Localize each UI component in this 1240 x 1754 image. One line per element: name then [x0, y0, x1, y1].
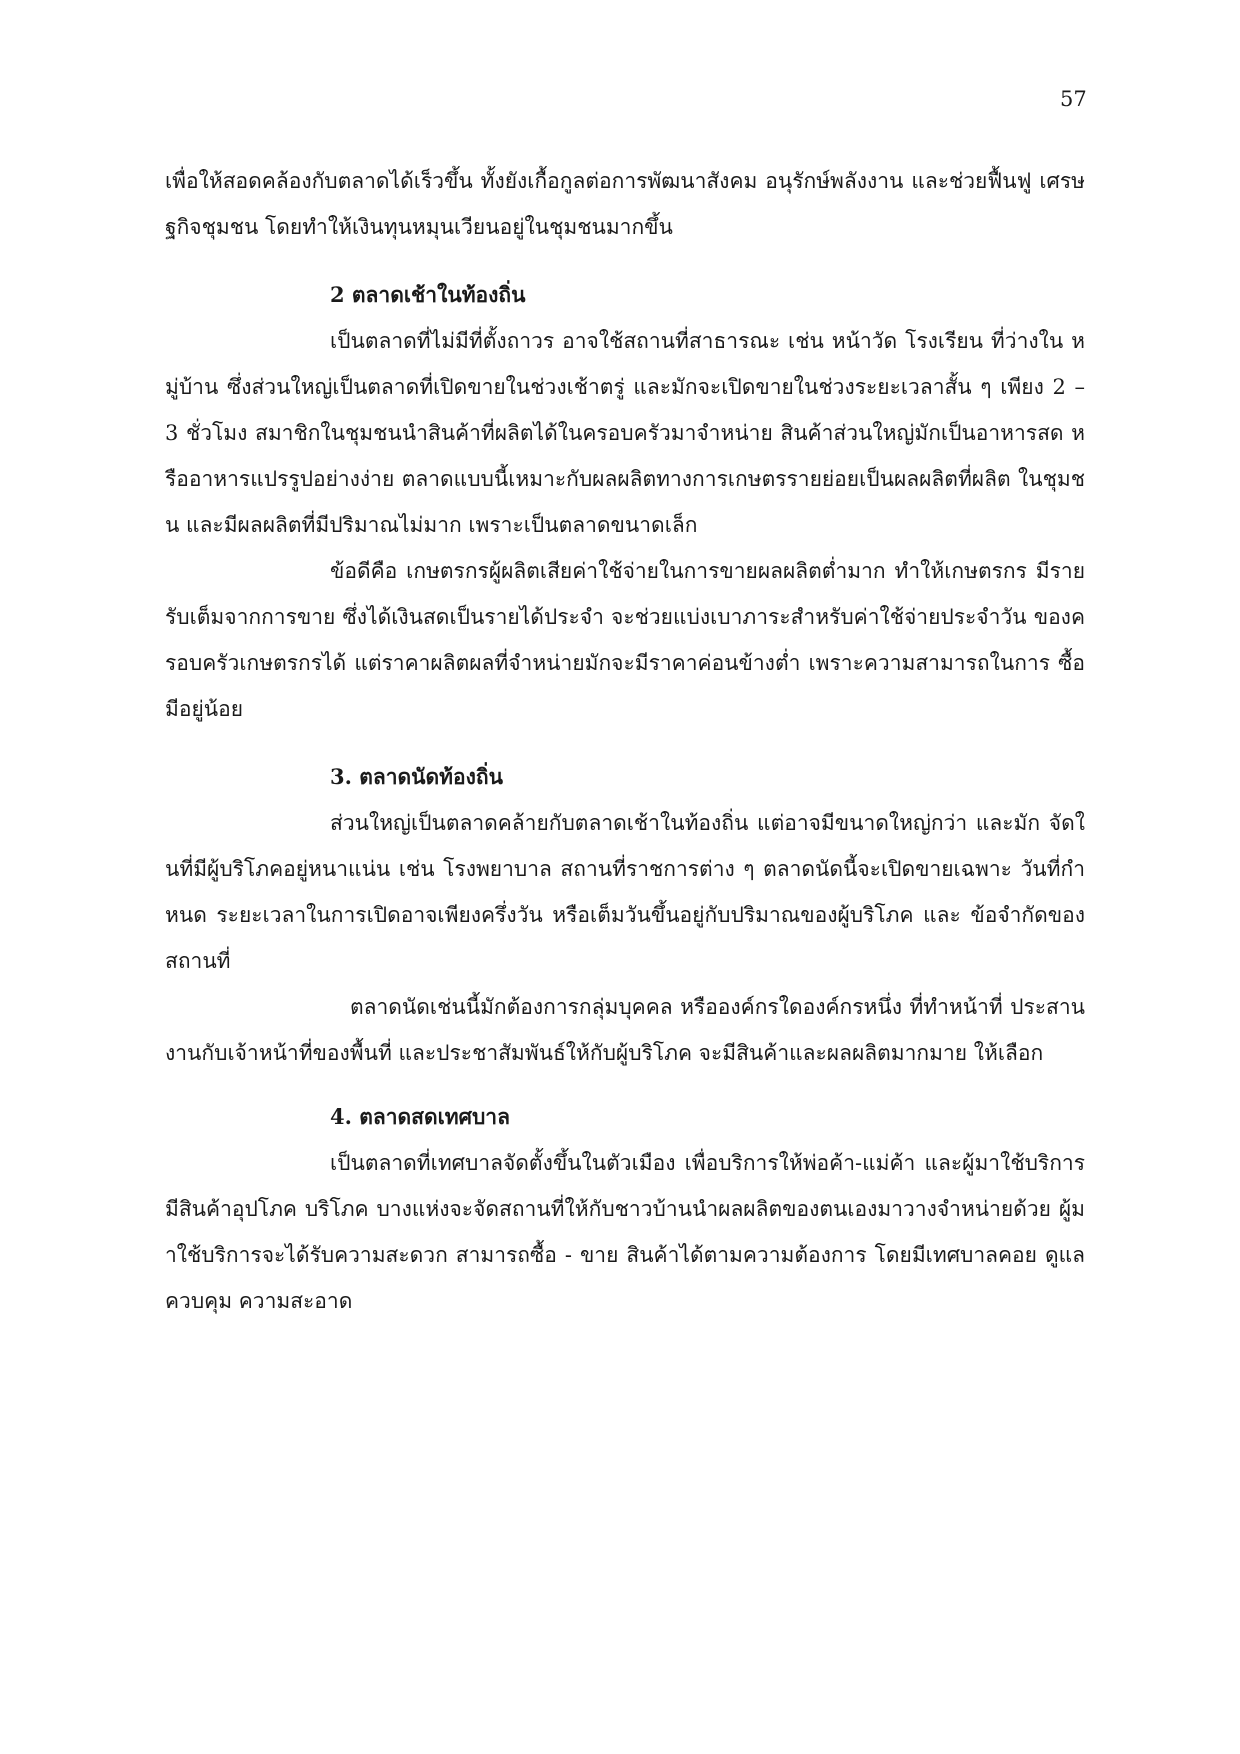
section-local-market [165, 754, 1085, 1076]
page-number: 57 [1060, 87, 1087, 111]
intro-paragraph: เพื่อให้สอดคล้องกับตลาดได้เร็วขึ้น ทั้งยังเกื้อกูลต่อการพัฒนาสังคม อนุรักษ์พลังงาน และช่วยฟื้นฟู เศรษฐกิจชุมชน โดยทำให้เงินทุนหมุนเวียนอยู่ในชุมชนมากขึ้น [165, 169, 1085, 239]
page-body [165, 158, 1085, 1324]
body-paragraph: เป็นตลาดที่เทศบาลจัดตั้งขึ้นในตัวเมือง เพื่อบริการให้พ่อค้า-แม่ค้า และผู้มาใช้บริการ มีสินค้าอุปโภค บริโภค บางแห่งจะจัดสถานที่ให้กับชาวบ้านนำผลผลิตของตนเองมาวางจำหน่ายด้วย ผู้มาใช้บริการจะได้รับความสะดวก สามารถซื้อ - ขาย สินค้าได้ตามความต้องการ โดยมีเทศบาลคอย ดูแล ควบคุม ความสะอาด [165, 1151, 1085, 1313]
body-paragraph: เป็นตลาดที่ไม่มีที่ตั้งถาวร อาจใช้สถานที่สาธารณะ เช่น หน้าวัด โรงเรียน ที่ว่างใน หมู่บ้าน ซึ่งส่วนใหญ่เป็นตลาดที่เปิดขายในช่วงเช้าตรู่ และมักจะเปิดขายในช่วงระยะเวลาสั้น ๆ เพียง 2 – 3 ชั่วโมง สมาชิกในชุมชนนำสินค้าที่ผลิตได้ในครอบครัวมาจำหน่าย สินค้าส่วนใหญ่มักเป็นอาหารสด หรืออาหารแปรรูปอย่างง่าย ตลาดแบบนี้เหมาะกับผลผลิตทางการเกษตรรายย่อยเป็นผลผลิตที่ผลิต ในชุมชน และมีผลผลิตที่มีปริมาณไม่มาก เพราะเป็นตลาดขนาดเล็ก [165, 329, 1085, 537]
section-heading: 2 ตลาดเช้าในท้องถิ่น [330, 282, 526, 307]
section-heading: 3. ตลาดนัดท้องถิ่น [330, 764, 503, 789]
body-paragraph: ข้อดีคือ เกษตรกรผู้ผลิตเสียค่าใช้จ่ายในการขายผลผลิตต่ำมาก ทำให้เกษตรกร มีรายรับเต็มจากการขาย ซึ่งได้เงินสดเป็นรายได้ประจำ จะช่วยแบ่งเบาภาระสำหรับค่าใช้จ่ายประจำวัน ของครอบครัวเกษตรกรได้ แต่ราคาผลิตผลที่จำหน่ายมักจะมีราคาค่อนข้างต่ำ เพราะความสามารถในการ ซื้อมีอยู่น้อย [165, 559, 1085, 721]
section-heading: 4. ตลาดสดเทศบาล [330, 1104, 510, 1129]
section-morning-market [165, 272, 1085, 732]
body-paragraph: ตลาดนัดเช่นนี้มักต้องการกลุ่มบุคคล หรือองค์กรใดองค์กรหนึ่ง ที่ทำหน้าที่ ประสานงานกับเจ้าหน้าที่ของพื้นที่ และประชาสัมพันธ์ให้กับผู้บริโภค จะมีสินค้าและผลผลิตมากมาย ให้เลือก [165, 995, 1085, 1065]
body-paragraph: ส่วนใหญ่เป็นตลาดคล้ายกับตลาดเช้าในท้องถิ่น แต่อาจมีขนาดใหญ่กว่า และมัก จัดในที่มีผู้บริโภคอยู่หนาแน่น เช่น โรงพยาบาล สถานที่ราชการต่าง ๆ ตลาดนัดนี้จะเปิดขายเฉพาะ วันที่กำหนด ระยะเวลาในการเปิดอาจเพียงครึ่งวัน หรือเต็มวันขึ้นอยู่กับปริมาณของผู้บริโภค และ ข้อจำกัดของสถานที่ [165, 811, 1085, 973]
section-municipal-market [165, 1094, 1085, 1324]
